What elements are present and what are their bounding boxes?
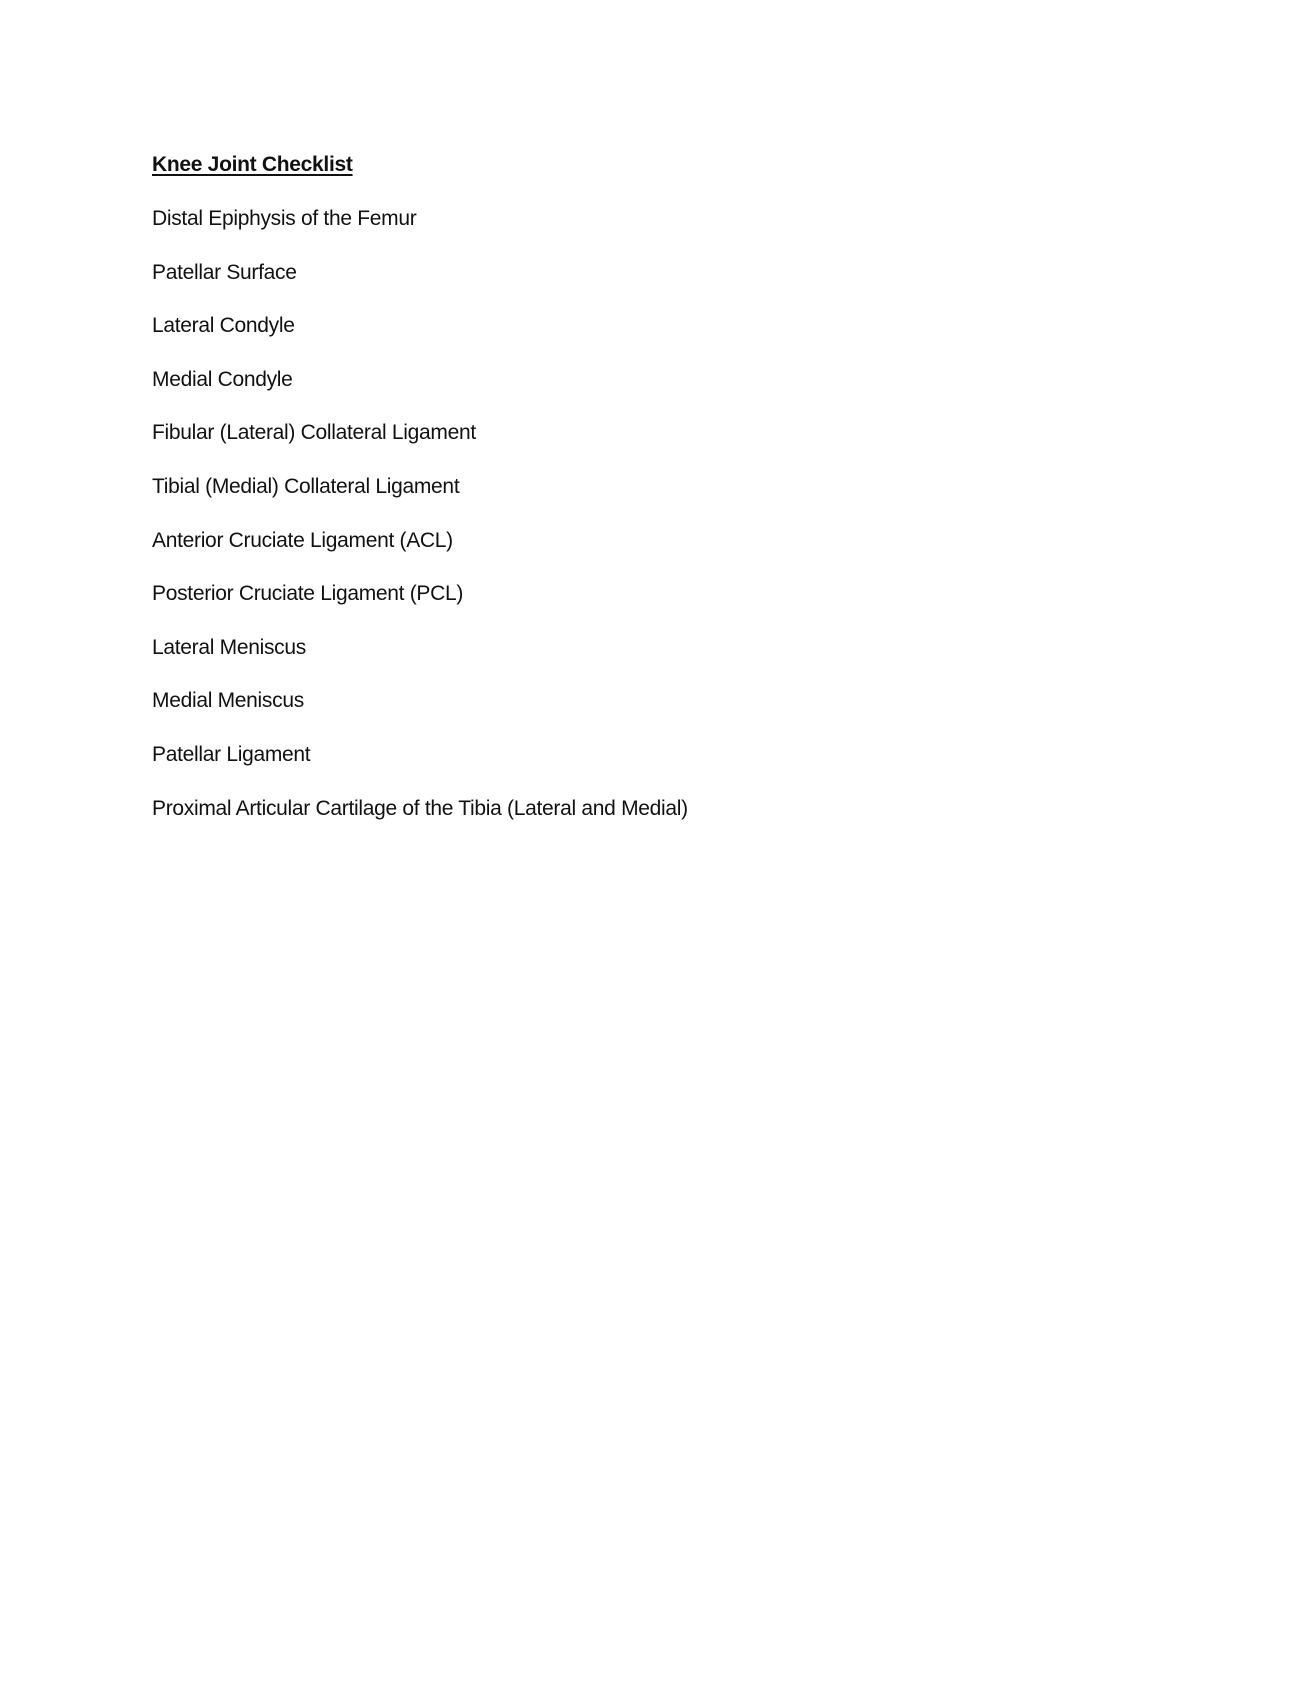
checklist-item: Lateral Meniscus [152, 635, 306, 659]
checklist-item: Lateral Condyle [152, 314, 295, 338]
checklist-item: Tibial (Medial) Collateral Ligament [152, 474, 460, 498]
checklist-item: Patellar Surface [152, 260, 297, 284]
checklist-item: Medial Meniscus [152, 689, 304, 713]
document-content [152, 150, 1152, 847]
document-title: Knee Joint Checklist [152, 153, 353, 176]
checklist-item: Anterior Cruciate Ligament (ACL) [152, 528, 453, 552]
checklist [152, 204, 1152, 824]
checklist-item: Distal Epiphysis of the Femur [152, 207, 417, 230]
checklist-item: Fibular (Lateral) Collateral Ligament [152, 421, 476, 445]
checklist-item: Proximal Articular Cartilage of the Tibia (Lateral and Medial) [152, 796, 688, 820]
checklist-item: Patellar Ligament [152, 742, 311, 766]
checklist-item: Posterior Cruciate Ligament (PCL) [152, 582, 464, 606]
checklist-item: Medial Condyle [152, 367, 293, 391]
